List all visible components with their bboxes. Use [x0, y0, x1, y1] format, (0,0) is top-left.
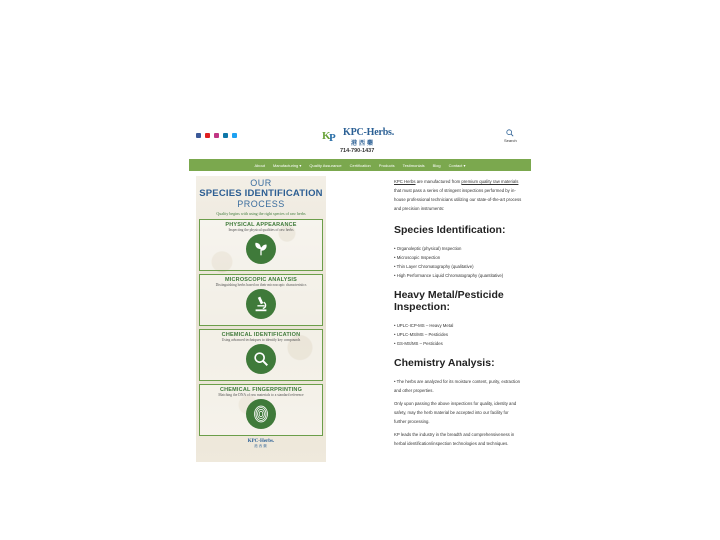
- search-button[interactable]: [504, 129, 517, 143]
- nav-item-blog[interactable]: Blog: [432, 162, 441, 168]
- nav-item-about[interactable]: About: [254, 162, 265, 168]
- nav-item-testimonials[interactable]: Testimonials: [402, 162, 425, 168]
- main-nav: [189, 159, 531, 171]
- heavy-metal-heading: Heavy Metal/Pesticide Inspection:: [394, 289, 504, 313]
- site-logo[interactable]: [322, 127, 394, 147]
- step-title: PHYSICAL APPEARANCE: [225, 221, 297, 228]
- search-icon: [506, 129, 514, 137]
- acceptance-paragraph: Only upon passing the above inspections for quality, identity and safety, may the herb material be accepted into our facility for further processing.: [394, 401, 517, 424]
- list-item: • Microscopic Inspection: [394, 255, 441, 260]
- infographic-tagline: Quality begins with using the right species of raw herbs: [216, 210, 306, 216]
- logo-name: KPC-Herbs.: [343, 127, 395, 138]
- nav-item-contact[interactable]: Contact ▾: [448, 162, 466, 168]
- step-title: CHEMICAL IDENTIFICATION: [221, 331, 301, 338]
- linkedin-icon[interactable]: [223, 133, 228, 138]
- nav-item-certification[interactable]: Certification: [349, 162, 371, 168]
- infographic-title: SPECIES IDENTIFICATION: [199, 188, 323, 199]
- chemistry-heading: Chemistry Analysis:: [394, 357, 495, 369]
- footer-logo-chinese: 港西藥: [254, 443, 268, 448]
- twitter-icon[interactable]: [232, 133, 237, 138]
- nav-item-quality-assurance[interactable]: Quality Assurance: [309, 162, 342, 168]
- microscope-icon: [246, 289, 276, 319]
- kpc-herbs-link[interactable]: KPC Herbs: [394, 179, 416, 184]
- step-desc: Matching the DNA of raw materials to a standard reference: [218, 392, 304, 397]
- premium-materials-link[interactable]: premium quality raw materials: [461, 179, 519, 184]
- intro-paragraph: KPC Herbs are manufactured from premium quality raw materials that must pass a series of stringent inspections performed by in-house professional technicians utilizing our state-of-the-art process and precision instruments:: [394, 179, 522, 211]
- phone-number[interactable]: 714-790-1437: [340, 148, 375, 154]
- nav-item-manufacturing[interactable]: Manufacturing ▾: [272, 162, 302, 168]
- social-links: [196, 133, 237, 138]
- step-desc: Using advanced techniques to identify key compounds: [221, 337, 301, 342]
- logo-mark: K P: [322, 130, 336, 144]
- step-chemical-fingerprinting: [199, 384, 323, 436]
- infographic-our: OUR: [250, 178, 272, 188]
- logo-chinese: 港西藥: [351, 141, 376, 147]
- leaf-icon: [246, 234, 276, 264]
- list-item: • High Performance Liquid Chromatography (quantitative): [394, 273, 504, 278]
- step-physical-appearance: [199, 219, 323, 271]
- instagram-icon[interactable]: [214, 133, 219, 138]
- magnifier-icon: [246, 344, 276, 374]
- infographic-footer-logo: [196, 439, 326, 449]
- list-item: • UPLC-MS/MS – Pesticides: [394, 332, 449, 337]
- nav-item-products[interactable]: Products: [378, 162, 395, 168]
- youtube-icon[interactable]: [205, 133, 210, 138]
- step-desc: Distinguishing herbs based on their microscopic characteristics: [215, 282, 307, 287]
- footer-logo-name: KPC-Herbs.: [247, 438, 275, 444]
- industry-paragraph: KP leads the industry in the breadth and comprehensiveness in herbal identification/inspection technologies and techniques.: [394, 432, 515, 446]
- step-title: MICROSCOPIC ANALYSIS: [224, 276, 298, 283]
- step-title: CHEMICAL FINGERPRINTING: [219, 386, 303, 393]
- list-item: • UPLC-ICP-MS – Heavy Metal: [394, 323, 454, 328]
- species-heading: Species Identification:: [394, 224, 506, 236]
- inspection-content: [394, 177, 522, 448]
- search-label: Search: [504, 138, 517, 143]
- facebook-icon[interactable]: [196, 133, 201, 138]
- species-identification-infographic: [196, 176, 326, 462]
- list-item: • Thin Layer Chromatography (qualitative): [394, 264, 474, 269]
- step-microscopic-analysis: [199, 274, 323, 326]
- fingerprint-icon: [246, 399, 276, 429]
- list-item: • Organoleptic (physical) Inspection: [394, 246, 462, 251]
- infographic-process: PROCESS: [237, 198, 285, 209]
- list-item: • GS-MS/MS – Pesticides: [394, 341, 443, 346]
- list-item: • The herbs are analyzed for its moisture content, purity, extraction and other properties.: [394, 379, 521, 393]
- step-chemical-identification: [199, 329, 323, 381]
- step-desc: Inspecting the physical qualities of raw herbs: [228, 227, 294, 232]
